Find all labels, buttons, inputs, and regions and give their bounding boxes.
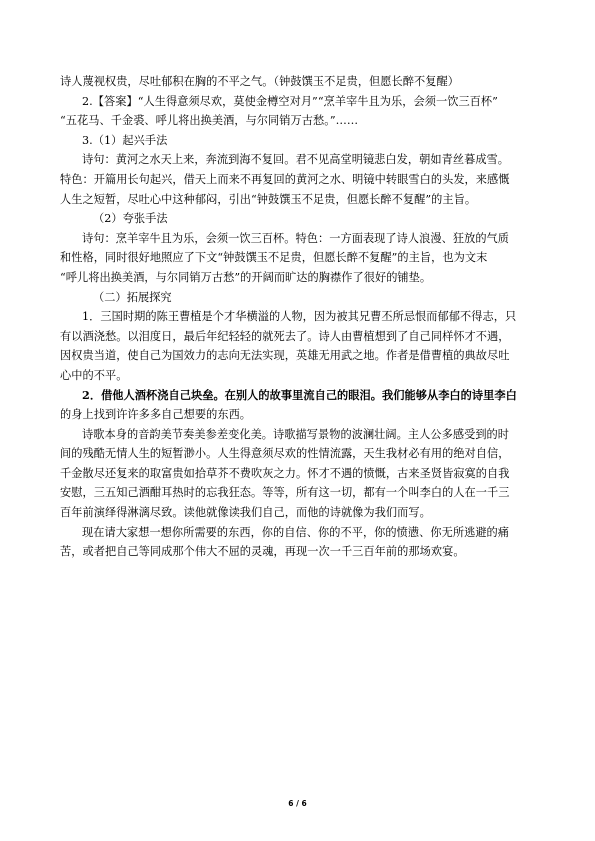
paragraph-line: 人生之短暂，尽吐心中这种郁闷，引出“钟鼓馔玉不足贵，但愿长醉不复醒”的主旨。 [60, 192, 477, 206]
paragraph-line: 和性格，同时很好地照应了下文“钟鼓馔玉不足贵，但愿长醉不复醒”的主旨，也为文末 [60, 251, 488, 265]
paragraph-line: “五花马、千金裘、呼儿将出换美酒，与尔同销万古愁。”…… [60, 114, 359, 128]
section-heading-tuozhan: （二）拓展探究 [93, 290, 172, 304]
answer-2-line: 2.【答案】“人生得意须尽欢，莫使金樽空对月”“烹羊宰牛且为乐，会须一饮三百杯” [82, 94, 498, 108]
paragraph-line-bold: 2．借他人酒杯浇自己块垒。在别人的故事里流自己的眼泪。我们能够从李白的诗里李白 [82, 387, 517, 402]
paragraph-line: 因权贵当道，使自己为国效力的志向无法实现，英雄无用武之地。作者是借曹植的典故尽吐 [60, 349, 510, 363]
paragraph-line: 诗人蔑视权贵，尽吐郁积在胸的不平之气。（钟鼓馔玉不足贵，但愿长醉不复醒） [60, 75, 459, 88]
paragraph-line: 百年前演绎得淋漓尽致。读他就像读我们自己，而他的诗就像为我们而写。 [60, 506, 431, 520]
paragraph-line: 现在请大家想一想你所需要的东西，你的自信、你的不平，你的愤懑、你无所逃避的痛 [82, 525, 510, 539]
paragraph-line: 安慰，三五知己酒酣耳热时的忘我狂态。等等，所有这一切，都有一个叫李白的人在一千三 [60, 486, 510, 500]
document-page [60, 72, 540, 562]
paragraph-line: 1．三国时期的陈王曹植是个才华横溢的人物，因为被其兄曹丕所忌恨而郁郁不得志，只 [82, 310, 517, 324]
section-heading-qixing: 3.（1）起兴手法 [82, 133, 168, 147]
paragraph-line: 特色：开篇用长句起兴，借天上而来不再复回的黄河之水、明镜中转眼雪白的头发，来感慨 [60, 172, 510, 186]
section-heading-kuazhang: （2）夸张手法 [93, 212, 168, 226]
paragraph-line: 有以酒浇愁。以泪度日，最后年纪轻轻的就死去了。诗人由曹植想到了自己同样怀才不遇， [60, 329, 510, 343]
paragraph-line: 间的残酷无情人生的短暂渺小。人生得意须尽欢的性情流露，天生我材必有用的绝对自信， [60, 447, 510, 461]
paragraph-line: 诗句：烹羊宰牛且为乐，会须一饮三百杯。特色：一方面表现了诗人浪漫、狂放的气质 [82, 231, 510, 245]
paragraph-line: 心中的不平。 [60, 368, 128, 382]
page-number: 6 / 6 [288, 799, 307, 808]
paragraph-line: 诗句：黄河之水天上来，奔流到海不复回。君不见高堂明镜悲白发，朝如青丝暮成雪。 [82, 153, 510, 167]
paragraph-line: 的身上找到许许多多自己想要的东西。 [60, 408, 252, 422]
paragraph-line: 诗歌本身的音韵美节奏美参差变化美。诗歌描写景物的波澜壮阔。主人公多感受到的时 [82, 427, 510, 441]
paragraph-line: 苦，或者把自己等同成那个伟大不屈的灵魂，再现一次一千三百年前的那场欢宴。 [60, 545, 465, 559]
paragraph-line: “呼儿将出换美酒，与尔同销万古愁”的开阔而旷达的胸襟作了很好的铺垫。 [60, 270, 432, 284]
paragraph-line: 千金散尽还复来的取富贵如拾草芥不费吹灰之力。怀才不遇的愤慨，古来圣贤皆寂寞的自我 [60, 466, 510, 480]
